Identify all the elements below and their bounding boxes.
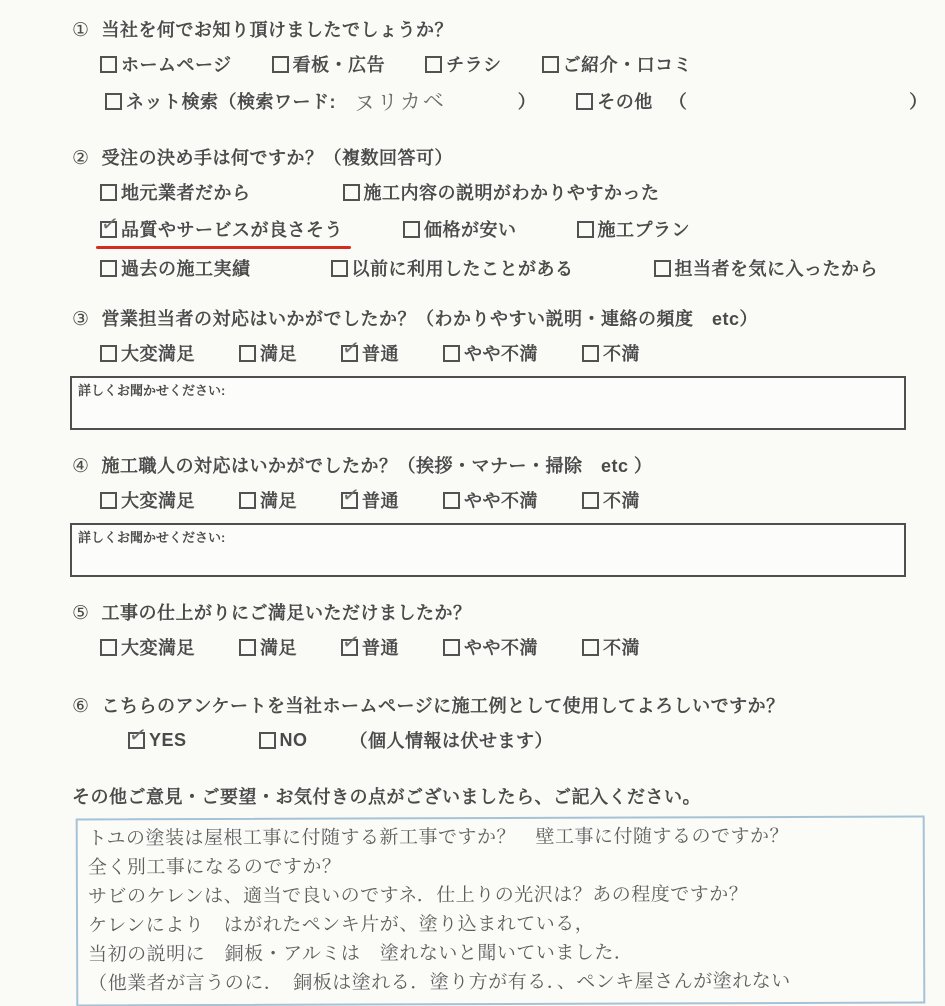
- question-2: [72, 144, 945, 281]
- opt-label: やや不満: [464, 638, 538, 658]
- checkbox-icon[interactable]: [100, 345, 117, 362]
- free-comments-label: その他ご意見・ご要望・お気付きの点がございましたら、ご記入ください。: [72, 787, 701, 807]
- question-1-text: 当社を何でお知り頂けましたでしょうか？: [101, 20, 454, 40]
- checkbox-icon[interactable]: [100, 260, 117, 277]
- question-1-title: [72, 16, 945, 42]
- opt-quality-service[interactable]: [100, 216, 343, 242]
- question-3-title: [72, 305, 945, 331]
- opt-label: 品質やサービスが良さそう: [121, 220, 343, 240]
- question-4-number: ④: [72, 456, 90, 477]
- question-4-title: [72, 452, 945, 478]
- opt-label: 普通: [362, 491, 399, 511]
- opt-label: 満足: [260, 491, 297, 511]
- checkbox-icon[interactable]: [582, 639, 599, 656]
- checkbox-icon[interactable]: [582, 492, 599, 509]
- checkbox-icon[interactable]: [239, 639, 256, 656]
- question-2-title: [72, 144, 945, 170]
- opt-q3-dissatisfied[interactable]: [582, 340, 640, 366]
- checkbox-icon[interactable]: [272, 56, 289, 73]
- question-5-title: [72, 599, 945, 625]
- opt-local-contractor[interactable]: [100, 179, 251, 205]
- checkbox-icon[interactable]: [582, 345, 599, 362]
- checkbox-icon[interactable]: [341, 345, 358, 362]
- checkbox-icon[interactable]: [654, 260, 671, 277]
- opt-label: 施工プラン: [597, 220, 690, 240]
- opt-construction-plan[interactable]: [577, 216, 691, 242]
- opt-q5-very-satisfied[interactable]: [100, 634, 195, 660]
- opt-q5-neutral[interactable]: [341, 634, 399, 660]
- opt-label: チラシ: [446, 55, 502, 75]
- question-5-text: 工事の仕上がりにご満足いただけましたか？: [101, 603, 472, 623]
- opt-label: 満足: [260, 638, 297, 658]
- opt-q3-satisfied[interactable]: [239, 340, 297, 366]
- checkbox-icon[interactable]: [100, 221, 117, 238]
- question-6-title: [72, 692, 945, 718]
- opt-q3-neutral[interactable]: [341, 340, 399, 366]
- opt-signboard-ad[interactable]: [272, 51, 386, 77]
- opt-no[interactable]: [259, 730, 308, 751]
- opt-label: YES: [149, 729, 187, 750]
- opt-label: やや不満: [464, 344, 538, 364]
- question-3-text: 営業担当者の対応はいかがでしたか？（わかりやすい説明・連絡の頻度 etc）: [101, 309, 759, 329]
- opt-label: 施工内容の説明がわかりやすかった: [363, 183, 660, 203]
- opt-net-search[interactable]: [105, 86, 536, 116]
- opt-used-before[interactable]: [331, 255, 574, 281]
- opt-q4-satisfied[interactable]: [239, 487, 297, 513]
- checkbox-icon[interactable]: [100, 56, 117, 73]
- opt-label: 地元業者だから: [121, 183, 251, 203]
- opt-q3-somewhat-dissatisfied[interactable]: [443, 340, 538, 366]
- opt-label: 満足: [260, 344, 297, 364]
- checkbox-icon[interactable]: [542, 56, 559, 73]
- opt-past-works[interactable]: [100, 255, 251, 281]
- question-2-text: 受注の決め手は何ですか？（複数回答可）: [101, 148, 454, 168]
- checkbox-icon[interactable]: [443, 639, 460, 656]
- handwritten-line: 当初の説明に 銅板・アルミは 塗れないと聞いていました．: [88, 942, 634, 966]
- question-4-text: 施工職人の対応はいかがでしたか？（挨拶・マナー・掃除 etc ）: [101, 456, 653, 476]
- opt-q3-very-satisfied[interactable]: [100, 340, 195, 366]
- checkbox-icon[interactable]: [403, 221, 420, 238]
- question-5: [72, 599, 945, 660]
- opt-label: 不満: [603, 638, 640, 658]
- question-6-text: こちらのアンケートを当社ホームページに施工例として使用してよろしいですか？: [101, 696, 785, 716]
- opt-label: 普通: [362, 638, 399, 658]
- comment-box-q4[interactable]: [70, 523, 906, 577]
- question-5-number: ⑤: [72, 603, 90, 624]
- handwritten-line: 全く別工事になるのですか？: [87, 856, 342, 879]
- open-paren: （: [668, 92, 688, 112]
- checkbox-icon[interactable]: [576, 93, 593, 110]
- checkbox-icon[interactable]: [239, 345, 256, 362]
- opt-label: 大変満足: [121, 638, 195, 658]
- opt-label: NO: [279, 729, 308, 750]
- checkbox-icon[interactable]: [341, 639, 358, 656]
- free-comments-box[interactable]: [76, 816, 926, 1006]
- opt-yes[interactable]: [128, 730, 187, 751]
- opt-q4-very-satisfied[interactable]: [100, 487, 195, 513]
- privacy-note: （個人情報は伏せます）: [349, 731, 554, 751]
- opt-other[interactable]: [576, 88, 928, 114]
- opt-label: ネット検索（検索ワード:: [126, 92, 336, 112]
- opt-label: 価格が安い: [424, 220, 517, 240]
- checkbox-icon[interactable]: [239, 492, 256, 509]
- handwritten-line: ケレンにより はがれたペンキ片が、塗り込まれている，: [88, 913, 595, 937]
- checkbox-icon[interactable]: [331, 260, 348, 277]
- checkbox-icon[interactable]: [443, 345, 460, 362]
- question-3-number: ③: [72, 309, 90, 330]
- comment-box-q3[interactable]: [70, 376, 906, 430]
- question-3: [72, 305, 945, 430]
- opt-clear-explanation[interactable]: [343, 179, 660, 205]
- opt-label: 大変満足: [121, 491, 195, 511]
- handwritten-line: サビのケレンは、適当で良いのですネ．仕上りの光沢は？あの程度ですか？: [87, 884, 749, 908]
- opt-label: 不満: [603, 491, 640, 511]
- checkbox-icon[interactable]: [343, 184, 360, 201]
- question-1-number: ①: [72, 20, 90, 41]
- question-6: [72, 692, 945, 753]
- question-2-number: ②: [72, 148, 90, 169]
- question-1: [72, 16, 945, 116]
- opt-flyer[interactable]: [425, 51, 502, 77]
- checkbox-icon[interactable]: [128, 732, 145, 749]
- opt-label: 看板・広告: [292, 55, 386, 75]
- opt-label: ご紹介・口コミ: [562, 55, 693, 75]
- checkbox-icon[interactable]: [100, 639, 117, 656]
- opt-label: 以前に利用したことがある: [351, 259, 574, 279]
- opt-low-price[interactable]: [403, 216, 517, 242]
- opt-label: その他: [597, 92, 653, 112]
- checkbox-icon[interactable]: [577, 221, 594, 238]
- search-keyword-value[interactable]: ヌリカベ: [353, 89, 447, 116]
- checkbox-icon[interactable]: [259, 732, 276, 749]
- opt-referral[interactable]: [542, 51, 693, 77]
- opt-q4-dissatisfied[interactable]: [582, 487, 640, 513]
- opt-q4-neutral[interactable]: [341, 487, 399, 513]
- opt-q5-somewhat-dissatisfied[interactable]: [443, 634, 538, 660]
- close-paren: ）: [517, 92, 537, 112]
- checkbox-icon[interactable]: [443, 492, 460, 509]
- handwritten-line: （他業者が言うのに． 銅板は塗れる．塗り方が有る．、ペンキ屋さんが塗れない: [88, 970, 791, 995]
- opt-label: 普通: [362, 344, 399, 364]
- checkbox-icon[interactable]: [100, 492, 117, 509]
- opt-label: 担当者を気に入ったから: [674, 259, 878, 279]
- checkbox-icon[interactable]: [105, 93, 122, 110]
- opt-label: やや不満: [464, 491, 538, 511]
- free-comments-section: [72, 783, 945, 1005]
- question-6-number: ⑥: [72, 696, 90, 717]
- opt-label: ホームページ: [121, 55, 232, 75]
- opt-q5-dissatisfied[interactable]: [582, 634, 640, 660]
- opt-label: 過去の施工実績: [121, 259, 251, 279]
- handwritten-line: トユの塗装は屋根工事に付随する新工事ですか？ 壁工事に付随するのですか？: [87, 825, 790, 850]
- checkbox-icon[interactable]: [341, 492, 358, 509]
- opt-label: 大変満足: [121, 344, 195, 364]
- comment-box-label: 詳しくお聞かせください:: [78, 530, 226, 545]
- question-4: [72, 452, 945, 577]
- checkbox-icon[interactable]: [100, 184, 117, 201]
- close-paren: ）: [909, 92, 928, 112]
- opt-label: 不満: [603, 344, 640, 364]
- comment-box-label: 詳しくお聞かせください:: [78, 383, 226, 398]
- opt-homepage[interactable]: [100, 51, 232, 77]
- opt-q4-somewhat-dissatisfied[interactable]: [443, 487, 538, 513]
- opt-q5-satisfied[interactable]: [239, 634, 297, 660]
- opt-liked-rep[interactable]: [654, 255, 879, 281]
- checkbox-icon[interactable]: [425, 56, 442, 73]
